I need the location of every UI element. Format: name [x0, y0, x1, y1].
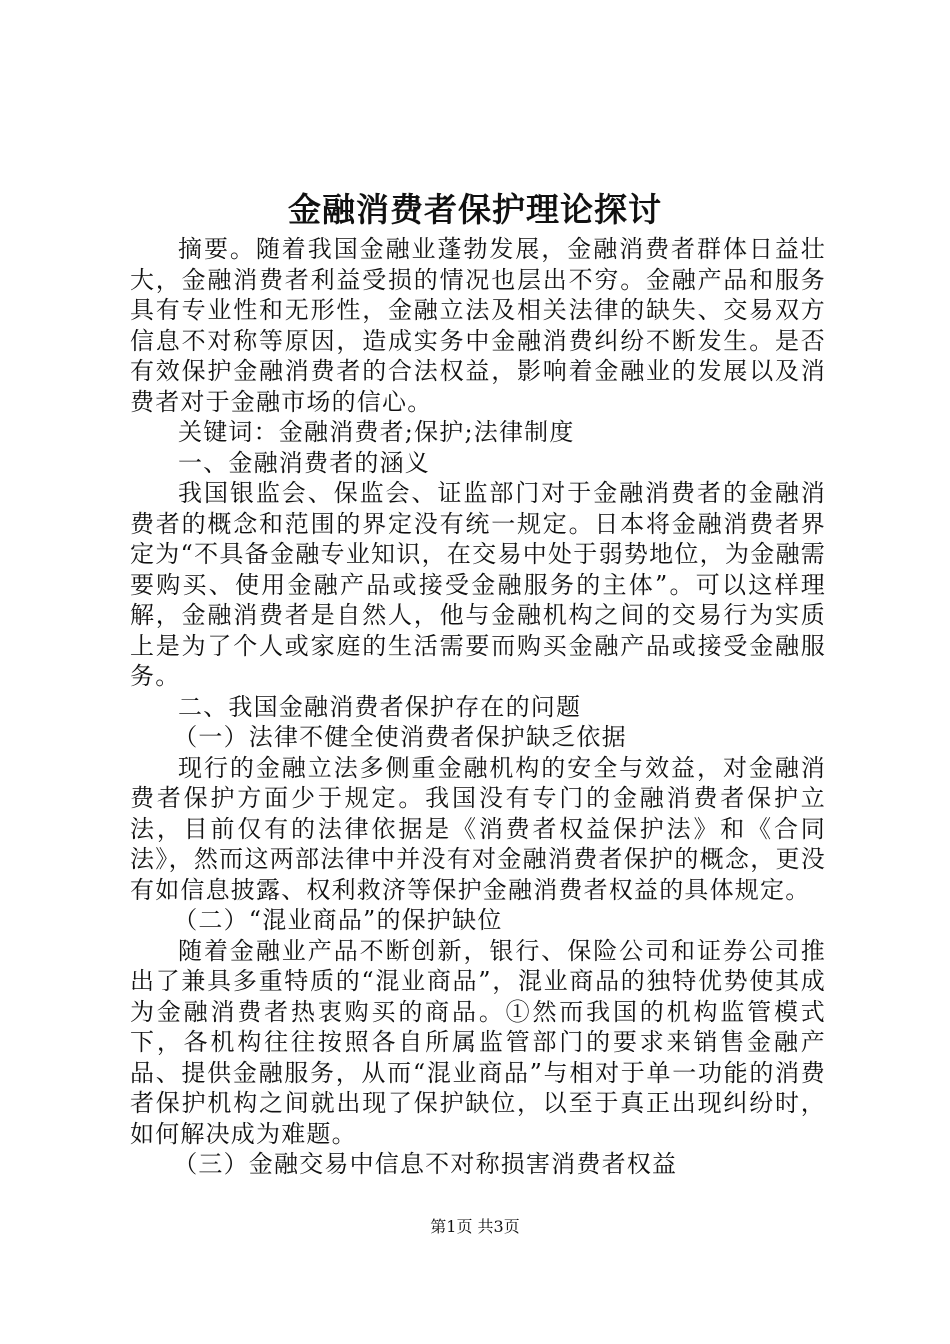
subsection-1-heading: （一）法律不健全使消费者保护缺乏依据	[173, 723, 627, 751]
document-title: 金融消费者保护理论探讨	[288, 190, 662, 229]
section-1-heading: 一、金融消费者的涵义	[178, 448, 430, 477]
page-footer: 第1页 共3页	[430, 1217, 520, 1236]
keywords-line: 关键词：金融消费者;保护;法律制度	[178, 418, 575, 446]
section-2-heading: 二、我国金融消费者保护存在的问题	[178, 692, 582, 721]
subsection-1-paragraph: 现行的金融立法多侧重金融机构的安全与效益，对金融消费者保护方面少于规定。我国没有专门的金融消费者保护立法，目前仅有的法律依据是《消费者权益保护法》和《合同法》，然而这两部法律中并没有对金融消费者保护的概念，更没有如信息披露、权利救济等保护金融消费者权益的具体规定。	[130, 753, 826, 904]
subsection-3-heading: （三）金融交易中信息不对称损害消费者权益	[173, 1150, 678, 1178]
abstract-paragraph: 摘要。随着我国金融业蓬勃发展，金融消费者群体日益壮大，金融消费者利益受损的情况也层出不穷。金融产品和服务具有专业性和无形性，金融立法及相关法律的缺失、交易双方信息不对称等原因，造成实务中金融消费纠纷不断发生。是否有效保护金融消费者的合法权益，影响着金融业的发展以及消费者对于金融市场的信心。	[130, 235, 826, 416]
subsection-2-heading: （二）“混业商品”的保护缺位	[173, 906, 503, 934]
subsection-2-paragraph: 随着金融业产品不断创新，银行、保险公司和证券公司推出了兼具多重特质的“混业商品”，混业商品的独特优势使其成为金融消费者热衷购买的商品。①然而我国的机构监管模式下，各机构往往按照各自所属监管部门的要求来销售金融产品、提供金融服务，从而“混业商品”与相对于单一功能的消费者保护机构之间就出现了保护缺位，以至于真正出现纠纷时，如何解决成为难题。	[130, 936, 826, 1148]
section-1-paragraph: 我国银监会、保监会、证监部门对于金融消费者的金融消费者的概念和范围的界定没有统一规定。日本将金融消费者界定为“不具备金融专业知识，在交易中处于弱势地位，为金融需要购买、使用金融产品或接受金融服务的主体”。可以这样理解，金融消费者是自然人，他与金融机构之间的交易行为实质上是为了个人或家庭的生活需要而购买金融产品或接受金融服务。	[130, 479, 826, 690]
document-body	[130, 234, 826, 1180]
